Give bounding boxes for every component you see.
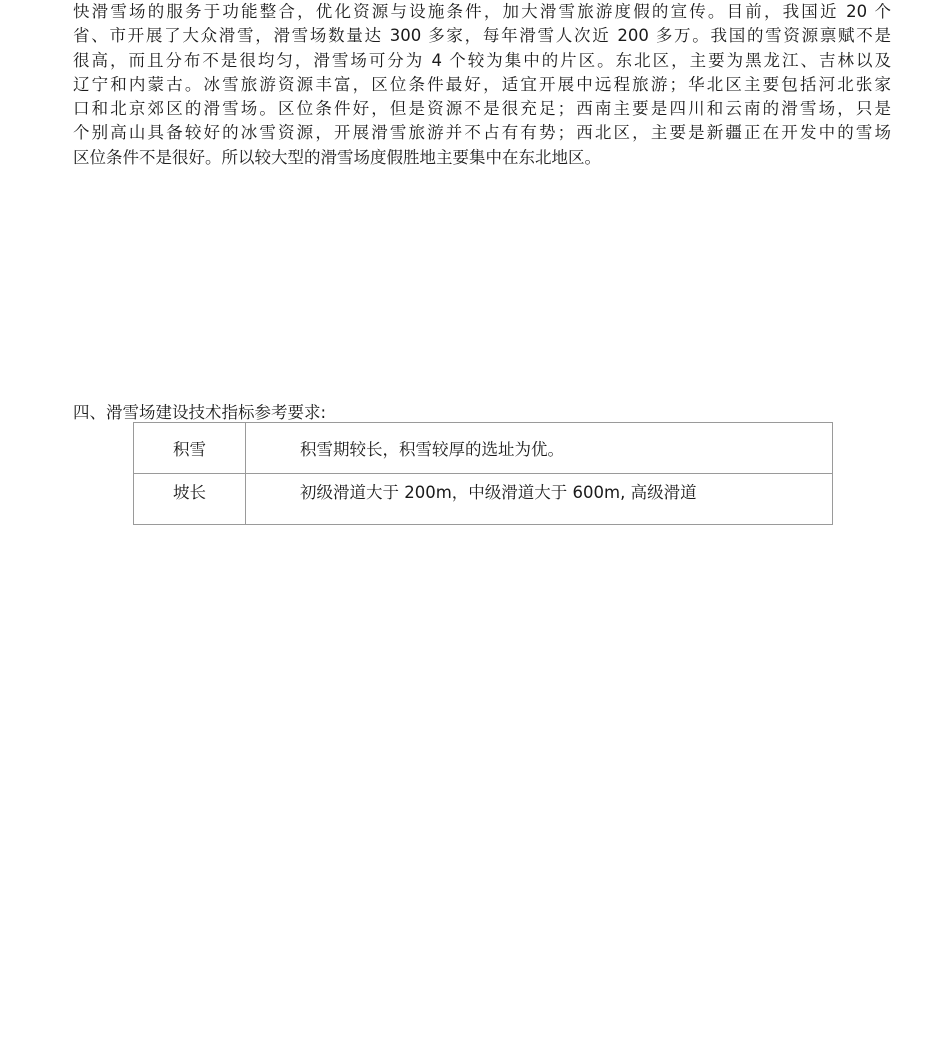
table-cell-value — [246, 474, 833, 525]
paragraph-line: 个别高山具备较好的冰雪资源，开展滑雪旅游并不占有有势；西北区，主要是新疆正在开发中的雪场 — [73, 123, 891, 143]
table-cell-value — [246, 423, 833, 474]
table-cell-name — [134, 423, 246, 474]
cell-text: 积雪 — [173, 440, 206, 459]
table-row — [134, 474, 833, 525]
table-cell-name — [134, 474, 246, 525]
table-row — [134, 423, 833, 474]
spec-table — [133, 422, 833, 525]
cell-text: 坡长 — [173, 483, 206, 502]
paragraph-line: 快滑雪场的服务于功能整合，优化资源与设施条件，加大滑雪旅游度假的宣传。目前，我国近 20 个 — [73, 2, 891, 21]
paragraph-line: 很高，而且分布不是很均匀，滑雪场可分为 4 个较为集中的片区。东北区，主要为黑龙江、吉林以及 — [73, 50, 891, 70]
cell-text: 积雪期较长，积雪较厚的选址为优。 — [300, 440, 564, 459]
paragraph-line: 区位条件不是很好。所以较大型的滑雪场度假胜地主要集中在东北地区。 — [73, 147, 601, 167]
paragraph-line: 省、市开展了大众滑雪，滑雪场数量达 300 多家，每年滑雪人次近 200 多万。我国的雪资源禀赋不是 — [73, 26, 891, 46]
section-heading: 四、滑雪场建设技术指标参考要求: — [73, 403, 327, 422]
paragraph-line: 口和北京郊区的滑雪场。区位条件好，但是资源不是很充足；西南主要是四川和云南的滑雪场，只是 — [73, 99, 891, 119]
cell-text: 初级滑道大于 200m，中级滑道大于 600m, 高级滑道 — [300, 483, 697, 502]
body-paragraph — [73, 0, 891, 170]
paragraph-line: 辽宁和内蒙古。冰雪旅游资源丰富，区位条件最好，适宜开展中远程旅游；华北区主要包括河北张家 — [73, 74, 891, 94]
